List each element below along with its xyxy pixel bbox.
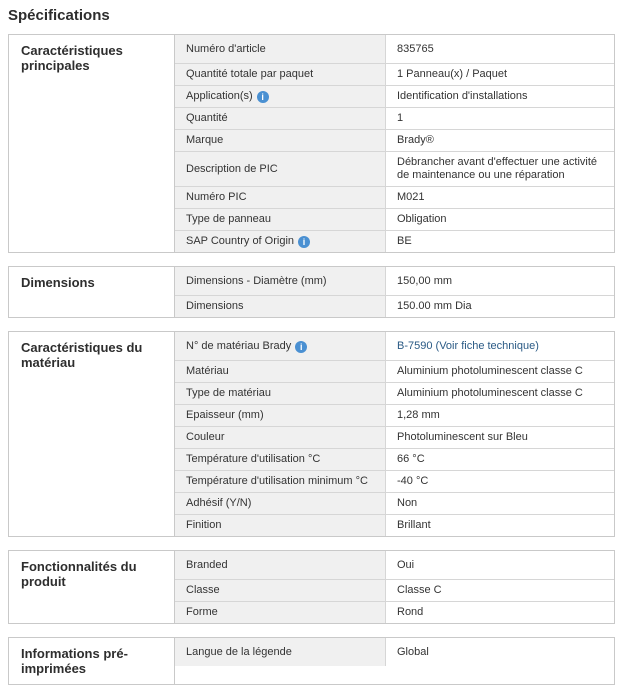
spec-table-dimensions bbox=[8, 266, 615, 318]
spec-value: Brady® bbox=[386, 130, 614, 151]
spec-label: Dimensions - Diamètre (mm) bbox=[175, 267, 386, 295]
table-group-title: Caractéristiques du matériau bbox=[9, 332, 175, 536]
spec-value: M021 bbox=[386, 187, 614, 208]
table-row bbox=[175, 638, 614, 666]
spec-label: N° de matériau Brady i bbox=[175, 332, 386, 360]
spec-value: -40 °C bbox=[386, 471, 614, 492]
spec-value: Obligation bbox=[386, 209, 614, 230]
table-group-title: Fonctionnalités du produit bbox=[9, 551, 175, 623]
spec-value: 66 °C bbox=[386, 449, 614, 470]
spec-label: Numéro PIC bbox=[175, 187, 386, 208]
table-row bbox=[175, 64, 614, 86]
table-group-title: Dimensions bbox=[9, 267, 175, 317]
table-row bbox=[175, 108, 614, 130]
table-rows bbox=[175, 35, 614, 252]
table-rows bbox=[175, 551, 614, 623]
spec-value: Aluminium photoluminescent classe C bbox=[386, 361, 614, 382]
table-row bbox=[175, 267, 614, 296]
spec-label: Adhésif (Y/N) bbox=[175, 493, 386, 514]
spec-label: Température d'utilisation minimum °C bbox=[175, 471, 386, 492]
spec-value: Non bbox=[386, 493, 614, 514]
spec-label: Type de panneau bbox=[175, 209, 386, 230]
spec-label: Dimensions bbox=[175, 296, 386, 317]
table-row bbox=[175, 361, 614, 383]
table-row bbox=[175, 602, 614, 623]
spec-label: Application(s) i bbox=[175, 86, 386, 107]
spec-label: Quantité totale par paquet bbox=[175, 64, 386, 85]
table-row bbox=[175, 332, 614, 361]
spec-value: Aluminium photoluminescent classe C bbox=[386, 383, 614, 404]
table-row bbox=[175, 231, 614, 252]
spec-value: 150,00 mm bbox=[386, 267, 614, 295]
spec-value: Global bbox=[386, 638, 614, 666]
spec-value: BE bbox=[386, 231, 614, 252]
spec-label: Numéro d'article bbox=[175, 35, 386, 63]
table-row bbox=[175, 580, 614, 602]
info-icon[interactable]: i bbox=[257, 91, 269, 103]
spec-value: Identification d'installations bbox=[386, 86, 614, 107]
table-row bbox=[175, 35, 614, 64]
table-row bbox=[175, 152, 614, 187]
table-row bbox=[175, 493, 614, 515]
spec-value: 150.00 mm Dia bbox=[386, 296, 614, 317]
table-rows bbox=[175, 638, 614, 684]
spec-value: Oui bbox=[386, 551, 614, 579]
spec-value: Rond bbox=[386, 602, 614, 623]
spec-table-fonctionnalites-produit bbox=[8, 550, 615, 624]
spec-label: Langue de la légende bbox=[175, 638, 386, 666]
table-row bbox=[175, 427, 614, 449]
spec-label: Branded bbox=[175, 551, 386, 579]
page-title: Spécifications bbox=[8, 7, 110, 24]
spec-label: Type de matériau bbox=[175, 383, 386, 404]
spec-label: SAP Country of Origin i bbox=[175, 231, 386, 252]
spec-label: Classe bbox=[175, 580, 386, 601]
table-row bbox=[175, 209, 614, 231]
table-rows bbox=[175, 267, 614, 317]
spec-label: Température d'utilisation °C bbox=[175, 449, 386, 470]
spec-label: Finition bbox=[175, 515, 386, 536]
spec-label: Marque bbox=[175, 130, 386, 151]
table-rows bbox=[175, 332, 614, 536]
material-datasheet-link[interactable]: B-7590 (Voir fiche technique) bbox=[397, 340, 539, 352]
table-row bbox=[175, 187, 614, 209]
spec-value bbox=[386, 332, 614, 360]
spec-value: Débrancher avant d'effectuer une activité de maintenance ou une réparation bbox=[386, 152, 614, 186]
table-row bbox=[175, 405, 614, 427]
spec-value: 1 Panneau(x) / Paquet bbox=[386, 64, 614, 85]
table-row bbox=[175, 383, 614, 405]
spec-table-caracteristiques-materiau bbox=[8, 331, 615, 537]
table-row bbox=[175, 471, 614, 493]
table-row bbox=[175, 86, 614, 108]
spec-value: 835765 bbox=[386, 35, 614, 63]
spec-value: 1,28 mm bbox=[386, 405, 614, 426]
spec-label: Couleur bbox=[175, 427, 386, 448]
table-row bbox=[175, 296, 614, 317]
spec-label: Description de PIC bbox=[175, 152, 386, 186]
spec-value: 1 bbox=[386, 108, 614, 129]
spec-value: Classe C bbox=[386, 580, 614, 601]
spec-label: Epaisseur (mm) bbox=[175, 405, 386, 426]
table-group-title: Caractéristiques principales bbox=[9, 35, 175, 252]
info-icon[interactable]: i bbox=[298, 236, 310, 248]
table-row bbox=[175, 551, 614, 580]
spec-value: Brillant bbox=[386, 515, 614, 536]
table-group-title: Informations pré-imprimées bbox=[9, 638, 175, 684]
info-icon[interactable]: i bbox=[295, 341, 307, 353]
table-row bbox=[175, 515, 614, 536]
table-row bbox=[175, 449, 614, 471]
spec-table-informations-pre-imprimees bbox=[8, 637, 615, 685]
spec-value: Photoluminescent sur Bleu bbox=[386, 427, 614, 448]
spec-label: Quantité bbox=[175, 108, 386, 129]
spec-label: Matériau bbox=[175, 361, 386, 382]
table-row bbox=[175, 130, 614, 152]
spec-table-caracteristiques-principales bbox=[8, 34, 615, 253]
spec-label: Forme bbox=[175, 602, 386, 623]
